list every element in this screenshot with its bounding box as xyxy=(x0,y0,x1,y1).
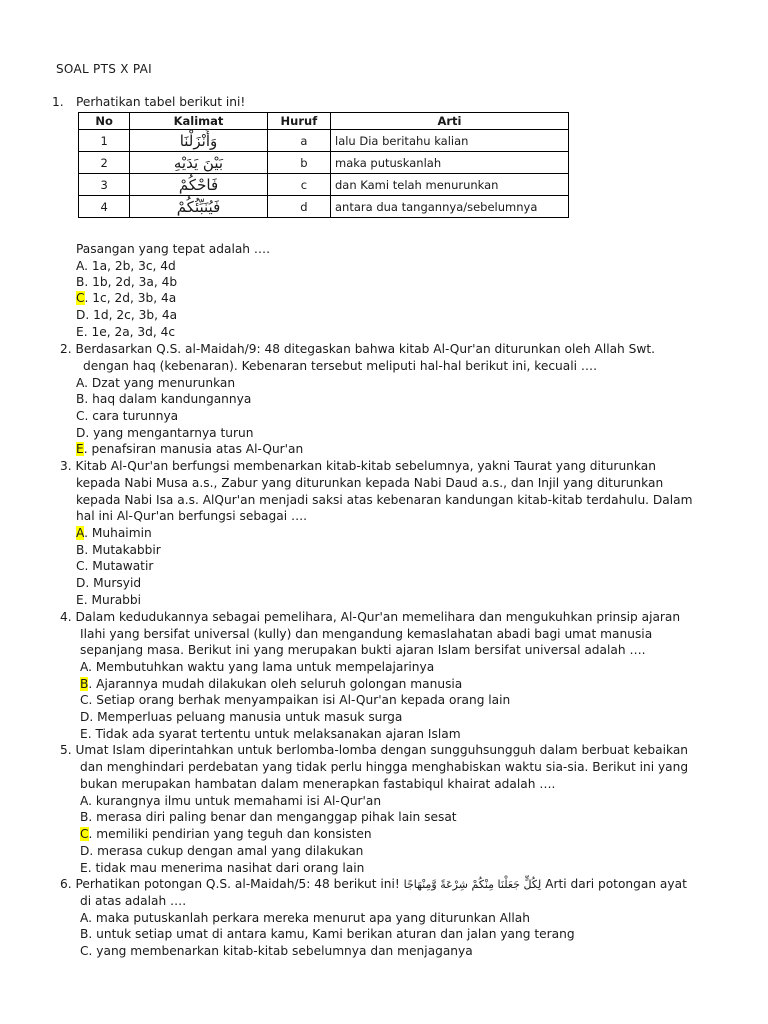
q2-option-b: B. haq dalam kandungannya xyxy=(76,392,252,406)
cell-kalimat: بَيْنَ يَدَيْهِ xyxy=(130,152,268,174)
q3-stem-line2: kepada Nabi Musa a.s., Zabur yang diturunkan kepada Nabi Daud a.s., dan Injil yang diturunkan xyxy=(76,476,664,490)
q6-option-a: A. maka putuskanlah perkara mereka menurut apa yang diturunkan Allah xyxy=(80,911,530,925)
cell-no: 1 xyxy=(79,130,130,152)
q5-option-c: C. memiliki pendirian yang teguh dan konsisten xyxy=(80,827,372,841)
table-row xyxy=(79,152,569,174)
q5-option-d: D. merasa cukup dengan amal yang dilakukan xyxy=(80,844,364,858)
q1-option-d: D. 1d, 2c, 3b, 4a xyxy=(76,308,178,322)
cell-no: 4 xyxy=(79,196,130,218)
q1-option-e: E. 1e, 2a, 3d, 4c xyxy=(76,325,176,339)
cell-huruf: c xyxy=(267,174,330,196)
q3-stem-line1: 3. Kitab Al-Qur'an berfungsi membenarkan kitab-kitab sebelumnya, yakni Taurat yang diturunkan xyxy=(60,459,656,473)
q6-stem-end: Arti dari potongan ayat xyxy=(545,877,687,891)
q2-option-d: D. yang mengantarnya turun xyxy=(76,426,254,440)
q4-option-c: C. Setiap orang berhak menyampaikan isi Al-Qur'an kepada orang lain xyxy=(80,693,511,707)
q4-option-b: B. Ajarannya mudah dilakukan oleh seluruh golongan manusia xyxy=(80,677,463,691)
q5-stem-line2: dan menghindari perdebatan yang tidak perlu hingga menghabiskan waktu sia-sia. Berikut ini yang xyxy=(80,760,689,774)
table-row xyxy=(79,130,569,152)
cell-huruf: b xyxy=(267,152,330,174)
cell-no: 3 xyxy=(79,174,130,196)
answer-highlight: C xyxy=(76,291,85,305)
q4-stem-line2: Ilahi yang bersifat universal (kully) dan mengandung kemaslahatan abadi bagi umat manusia xyxy=(80,627,653,641)
q2-stem-line2: dengan haq (kebenaran). Kebenaran tersebut meliputi hal-hal berikut ini, kecuali …. xyxy=(83,359,597,373)
q4-option-d: D. Memperluas peluang manusia untuk masuk surga xyxy=(80,710,403,724)
document-title: SOAL PTS X PAI xyxy=(56,62,153,76)
q6-stem-start: 6. Perhatikan potongan Q.S. al-Maidah/5: 48 berikut ini! xyxy=(60,877,400,891)
table-row xyxy=(79,174,569,196)
answer-highlight: C xyxy=(80,827,89,841)
q3-stem-line3: kepada Nabi Isa a.s. AlQur'an menjadi saksi atas kebenaran kandungan kitab-kitab terdahulu. Dalam xyxy=(76,493,693,507)
q3-option-b: B. Mutakabbir xyxy=(76,543,161,557)
header-no: No xyxy=(79,113,130,130)
cell-no: 2 xyxy=(79,152,130,174)
q2-option-a: A. Dzat yang menurunkan xyxy=(76,376,236,390)
cell-huruf: d xyxy=(267,196,330,218)
q4-option-a: A. Membutuhkan waktu yang lama untuk mempelajarinya xyxy=(80,660,435,674)
q5-option-a: A. kurangnya ilmu untuk memahami isi Al-Qur'an xyxy=(80,794,382,808)
q6-option-c: C. yang membenarkan kitab-kitab sebelumnya dan menjaganya xyxy=(80,944,473,958)
table-row xyxy=(79,196,569,218)
q5-option-e: E. tidak mau menerima nasihat dari orang lain xyxy=(80,861,365,875)
q5-stem-line1: 5. Umat Islam diperintahkan untuk berlomba-lomba dengan sungguhsungguh dalam berbuat kebaikan xyxy=(60,743,689,757)
cell-kalimat: وَأَنْزَلْنَا xyxy=(130,130,268,152)
q4-option-e: E. Tidak ada syarat tertentu untuk melaksanakan ajaran Islam xyxy=(80,727,461,741)
q1-followup: Pasangan yang tepat adalah …. xyxy=(76,242,270,256)
q4-stem-line3: sepanjang masa. Berikut ini yang merupakan bukti ajaran Islam bersifat universal adalah …. xyxy=(80,643,646,657)
q6-stem-line2: di atas adalah …. xyxy=(80,894,187,908)
cell-arti: dan Kami telah menurunkan xyxy=(331,174,569,196)
q1-number: 1. xyxy=(52,95,64,109)
q1-stem: Perhatikan tabel berikut ini! xyxy=(76,95,246,109)
answer-highlight: B xyxy=(80,677,89,691)
q6-option-b: B. untuk setiap umat di antara kamu, Kami berikan aturan dan jalan yang terang xyxy=(80,927,575,941)
header-kalimat: Kalimat xyxy=(130,113,268,130)
cell-arti: lalu Dia beritahu kalian xyxy=(331,130,569,152)
q6-stem-line1 xyxy=(60,876,687,893)
table-header-row xyxy=(79,113,569,130)
q2-stem-line1: 2. Berdasarkan Q.S. al-Maidah/9: 48 ditegaskan bahwa kitab Al-Qur'an diturunkan oleh Allah Swt. xyxy=(60,342,656,356)
q1-option-b: B. 1b, 2d, 3a, 4b xyxy=(76,275,178,289)
answer-highlight: A xyxy=(76,526,85,540)
q4-stem-line1: 4. Dalam kedudukannya sebagai pemelihara, Al-Qur'an memelihara dan mengukuhkan prinsip ajaran xyxy=(60,610,681,624)
q5-option-b: B. merasa diri paling benar dan menganggap pihak lain sesat xyxy=(80,810,457,824)
q3-option-a: A. Muhaimin xyxy=(76,526,152,540)
vocabulary-table xyxy=(78,112,569,218)
cell-kalimat: فَيُنَبِّئُكُمْ xyxy=(130,196,268,218)
q3-stem-line4: hal ini Al-Qur'an berfungsi sebagai …. xyxy=(76,509,308,523)
cell-huruf: a xyxy=(267,130,330,152)
cell-arti: maka putuskanlah xyxy=(331,152,569,174)
q6-arabic-verse: لِكُلٍّ جَعَلْنَا مِنْكُمْ شِرْعَةً وَّمِنْهَاجًا xyxy=(403,878,542,891)
q3-option-d: D. Mursyid xyxy=(76,576,142,590)
answer-highlight: E xyxy=(76,442,84,456)
q3-option-e: E. Murabbi xyxy=(76,593,142,607)
q1-option-c: C. 1c, 2d, 3b, 4a xyxy=(76,291,177,305)
q5-stem-line3: bukan merupakan hambatan dalam menerapkan fastabiqul khairat adalah …. xyxy=(80,777,556,791)
header-arti: Arti xyxy=(331,113,569,130)
header-huruf: Huruf xyxy=(267,113,330,130)
q1-option-a: A. 1a, 2b, 3c, 4d xyxy=(76,259,176,273)
cell-arti: antara dua tangannya/sebelumnya xyxy=(331,196,569,218)
q2-option-c: C. cara turunnya xyxy=(76,409,179,423)
cell-kalimat: فَاحْكُمْ xyxy=(130,174,268,196)
q3-option-c: C. Mutawatir xyxy=(76,559,154,573)
q2-option-e: E. penafsiran manusia atas Al-Qur'an xyxy=(76,442,304,456)
